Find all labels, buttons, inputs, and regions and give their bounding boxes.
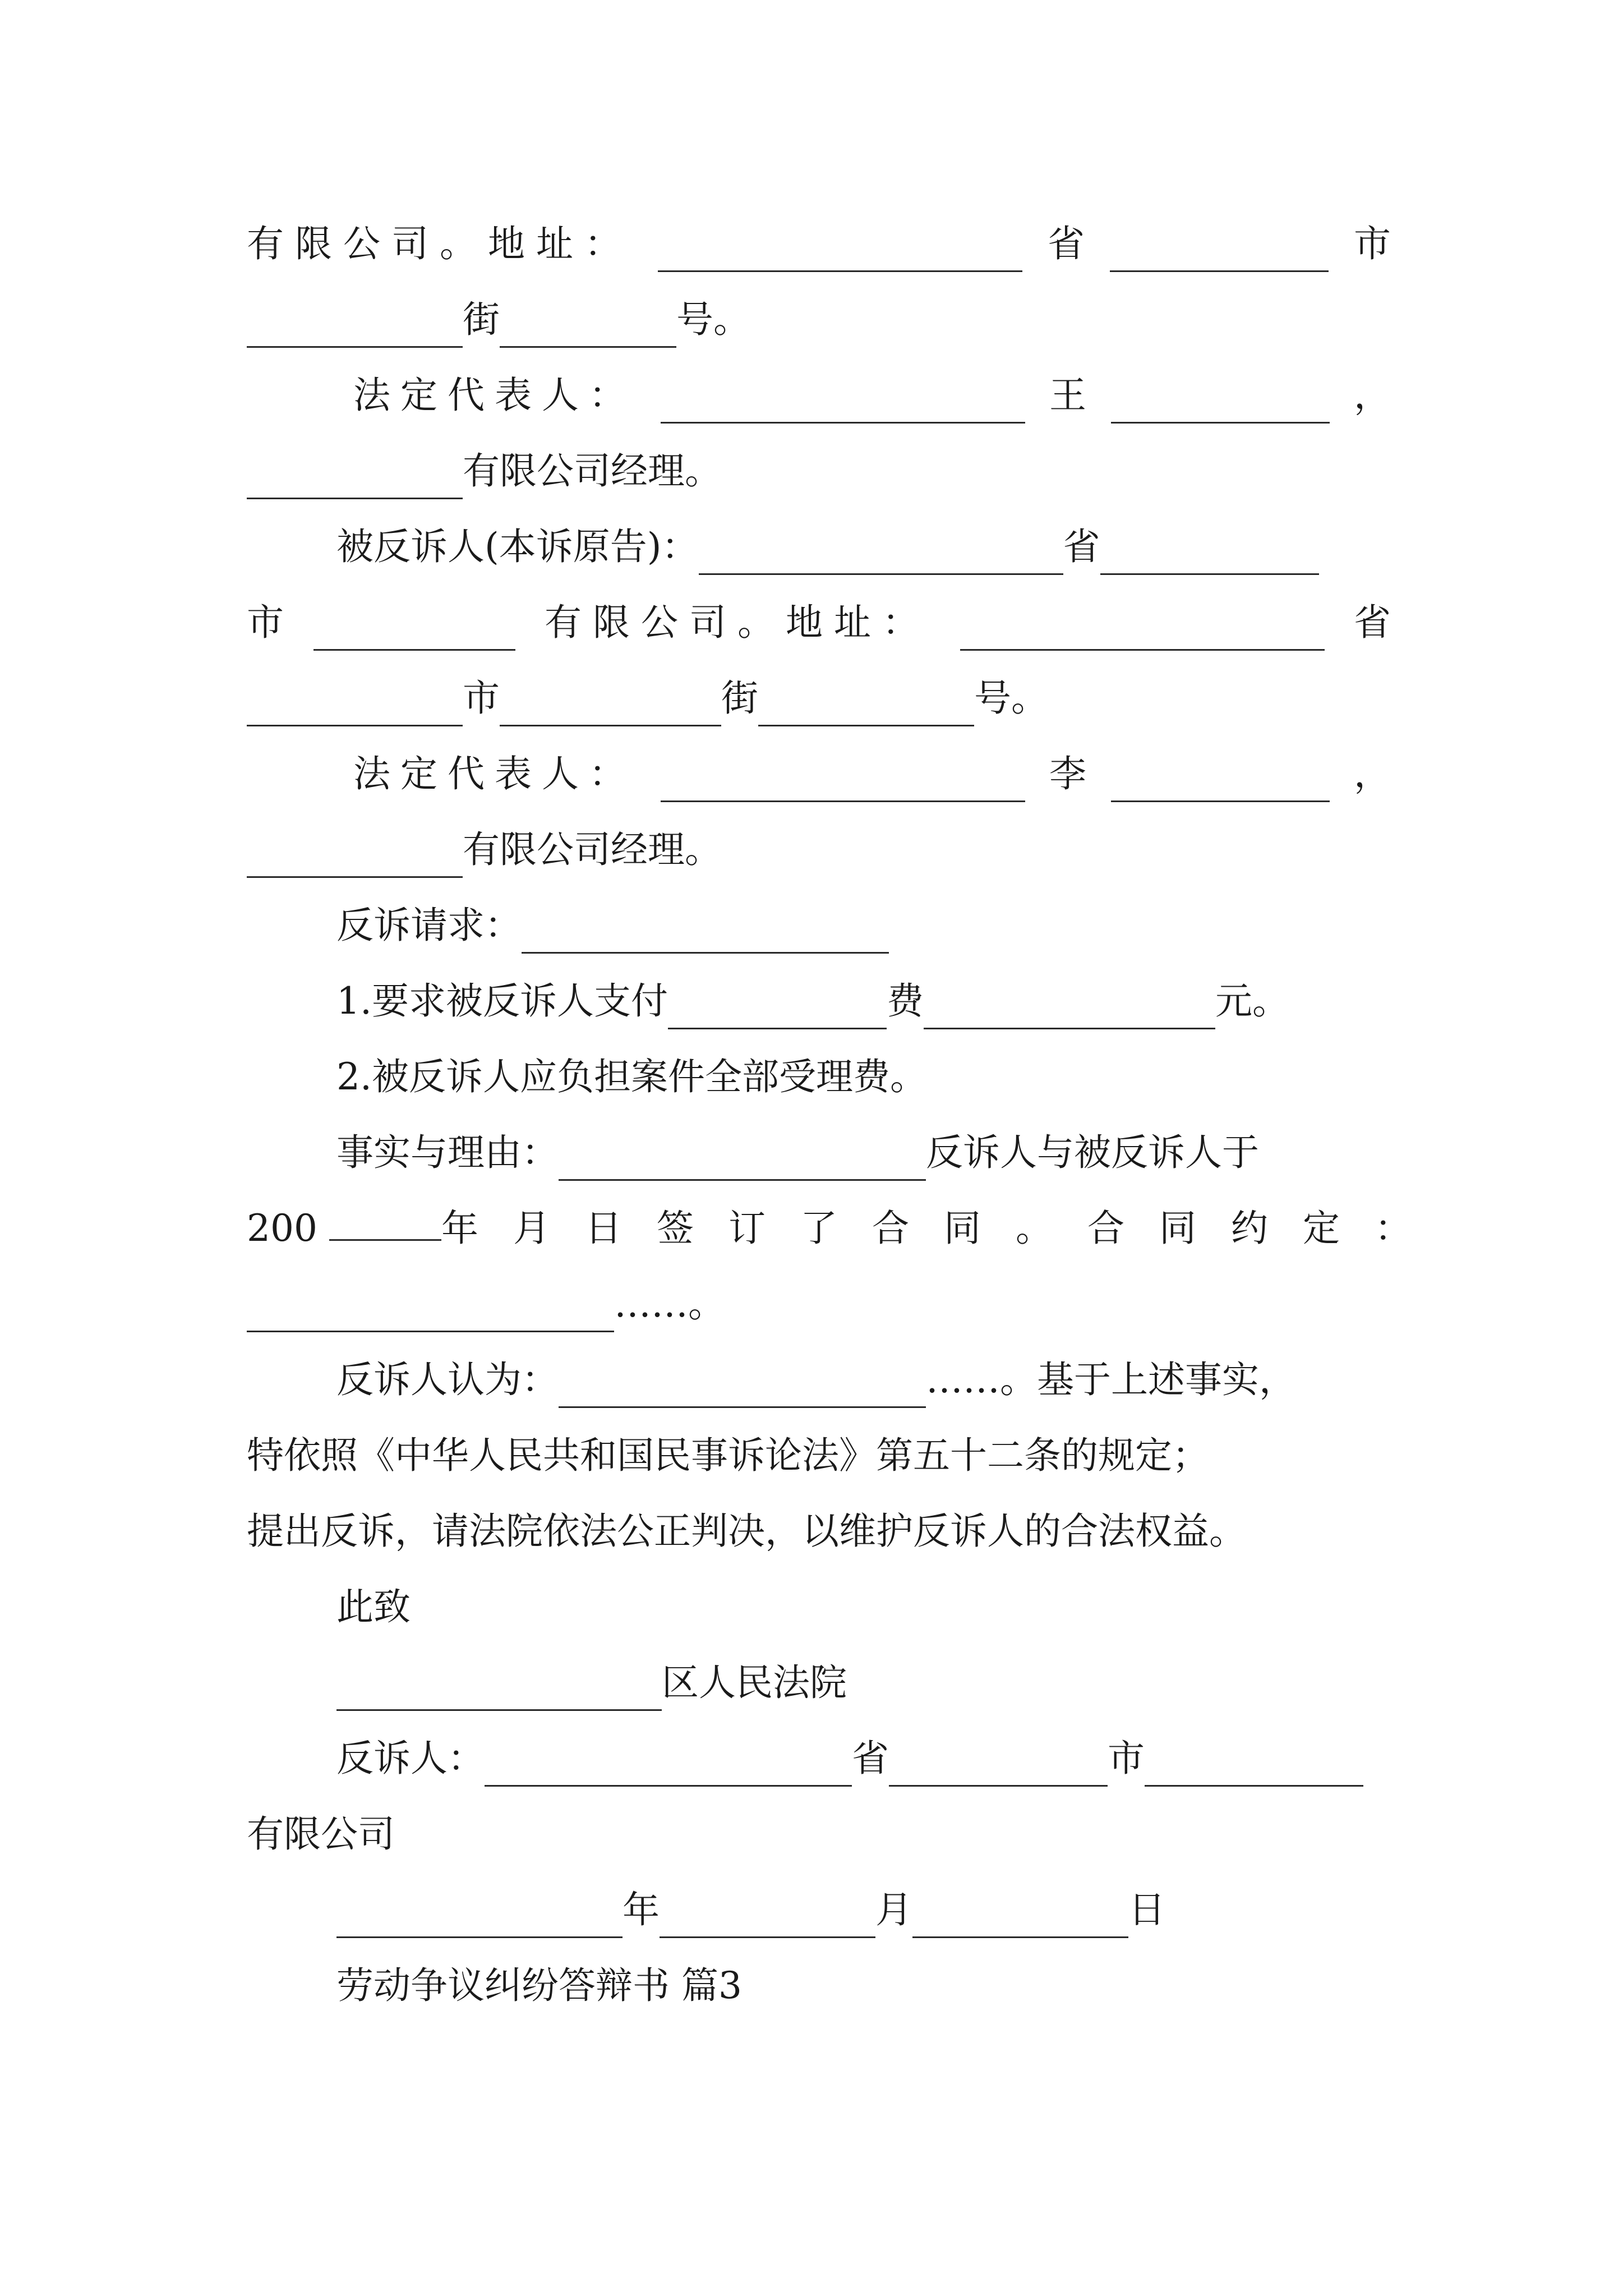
respondent-legal-rep-line [353, 746, 1391, 802]
blank-field [559, 1140, 926, 1181]
text: 2.被反诉人应负担案件全部受理费。 [336, 1055, 927, 1098]
legal-basis-line [247, 1428, 1391, 1484]
blank-field [668, 988, 887, 1029]
counterclaimant-address-line [247, 216, 1391, 272]
text: 事实与理由： [336, 1131, 559, 1174]
blank-field [889, 1746, 1108, 1787]
respondent-legal-rep-title-line [247, 822, 1391, 878]
blank-field [758, 685, 974, 726]
blank-field [247, 685, 463, 726]
blank-field [1100, 534, 1319, 575]
text: 被反诉人(本诉原告)： [336, 525, 699, 568]
text: 年月日签订了合同。合同约定： [441, 1207, 1446, 1250]
text: 有限公司。地址： [247, 222, 633, 265]
text: 市 [1108, 1737, 1145, 1780]
text: 市 [463, 677, 500, 720]
blank-field [1111, 761, 1330, 802]
blank-field [247, 307, 463, 348]
text: ， [1354, 752, 1391, 795]
facts-reasons-line [336, 1125, 1391, 1181]
court-line [336, 1655, 1481, 1711]
legal-rep-title-line [247, 443, 1391, 499]
text: 反诉人认为： [336, 1358, 559, 1401]
blank-field [247, 1291, 614, 1332]
request-line [247, 1503, 1391, 1559]
blank-field [336, 1897, 623, 1938]
text: 200 [247, 1207, 317, 1250]
blank-field [912, 1897, 1128, 1938]
blank-field [500, 685, 721, 726]
text: 法定代表人： [353, 752, 636, 795]
text: 费 [886, 979, 924, 1023]
section-heading [336, 1958, 1481, 2014]
blank-field [661, 761, 1025, 802]
year-prefix [247, 1200, 441, 1257]
respondent-line [336, 519, 1391, 575]
blank-field [559, 1367, 926, 1408]
blank-field [1110, 231, 1329, 272]
blank-field [522, 913, 889, 954]
contract-date-line [247, 1200, 1446, 1257]
address-street-line [247, 292, 1391, 348]
text: ……。基于上述事实， [926, 1358, 1296, 1401]
text: 反诉请求： [336, 904, 522, 947]
text: 特依照《中华人民共和国民事诉论法》第五十二条的规定； [247, 1434, 1209, 1477]
claim-item-1 [336, 973, 1481, 1029]
text: 有限公司。地址： [545, 601, 930, 644]
text: 号。 [974, 677, 1048, 720]
respondent-address-line [247, 595, 1391, 651]
claim-item-2 [336, 1049, 1481, 1105]
text: 反诉人： [336, 1737, 485, 1780]
blank-field [500, 307, 676, 348]
blank-field [658, 231, 1022, 272]
blank-field [336, 1670, 662, 1711]
counterclaim-heading [336, 898, 1481, 954]
text: 李 [1049, 752, 1086, 795]
text: 省 [1063, 525, 1100, 568]
blank-field [247, 837, 463, 878]
text: 王 [1049, 374, 1086, 417]
contract-terms-line [247, 1276, 1391, 1332]
text: 省 [852, 1737, 889, 1780]
blank-field [313, 610, 515, 651]
text: 日 [1128, 1888, 1165, 1931]
blank-field [247, 458, 463, 499]
blank-field [485, 1746, 852, 1787]
text: 年 [623, 1888, 660, 1931]
counterclaimant-view-line [336, 1352, 1391, 1408]
text: 有限公司 [247, 1812, 395, 1856]
blank-field [699, 534, 1063, 575]
blank-field [1145, 1746, 1363, 1787]
blank-field [329, 1200, 441, 1241]
blank-field [924, 988, 1215, 1029]
blank-field [660, 1897, 875, 1938]
text: 提出反诉，请法院依法公正判决，以维护反诉人的合法权益。 [247, 1510, 1246, 1553]
date-line [336, 1882, 1481, 1938]
text: 反诉人与被反诉人于 [926, 1131, 1259, 1174]
text: 法定代表人： [353, 374, 636, 417]
text: ……。 [614, 1282, 725, 1326]
text: 省 [1048, 222, 1085, 265]
respondent-street-line [247, 670, 1391, 726]
signature-line [336, 1731, 1391, 1787]
text: 1.要求被反诉人支付 [336, 979, 668, 1023]
legal-rep-line [353, 367, 1391, 424]
text: 月 [875, 1888, 912, 1931]
text: ， [1354, 374, 1391, 417]
text: 有限公司经理。 [463, 828, 722, 871]
text: 号。 [676, 298, 750, 341]
text: 元。 [1215, 979, 1289, 1023]
text: 市 [247, 601, 284, 644]
text: 市 [1354, 222, 1391, 265]
blank-field [960, 610, 1325, 651]
text: 街 [721, 677, 758, 720]
text: 有限公司经理。 [463, 449, 722, 493]
text: 此致 [336, 1585, 411, 1628]
blank-field [661, 383, 1025, 424]
text: 街 [463, 298, 500, 341]
signature-company-line [247, 1806, 1391, 1862]
text: 区人民法院 [662, 1661, 847, 1704]
text: 劳动争议纠纷答辩书 篇3 [336, 1964, 742, 2007]
text: 省 [1354, 601, 1391, 644]
blank-field [1111, 383, 1330, 424]
salutation [336, 1579, 1481, 1635]
